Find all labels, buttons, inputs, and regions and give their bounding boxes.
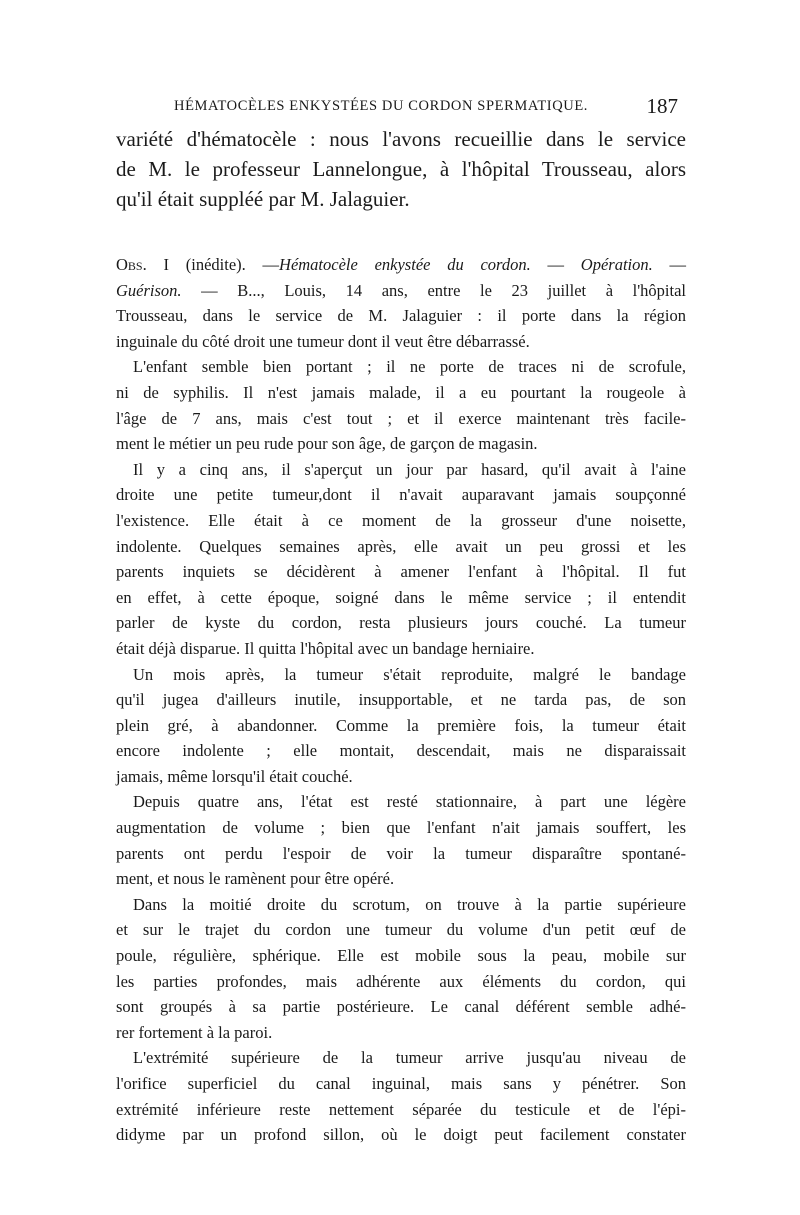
observation-title: Hématocèle enkystée du cordon.	[279, 255, 531, 274]
text-line: était déjà disparue. Il quitta l'hôpital avec un bandage herniaire.	[116, 638, 535, 658]
text-line: Trousseau, dans le service de M. Jalaguier : il porte dans la région	[116, 306, 686, 326]
paragraph	[116, 1045, 686, 1147]
text-line: variété d'hématocèle : nous l'avons recueillie dans le service	[116, 127, 686, 151]
text-line: indolente. Quelques semaines après, elle avait un peu grossi et les	[116, 536, 686, 556]
text-line: parents ont perdu l'espoir de voir la tumeur disparaître spontané-	[116, 843, 686, 863]
text-line: Un mois après, la tumeur s'était reproduite, malgré le bandage	[133, 664, 686, 684]
text-line: L'extrémité supérieure de la tumeur arrive jusqu'au niveau de	[133, 1048, 686, 1068]
observation-outcome: Guérison.	[116, 280, 182, 300]
observation-operation: Opération.	[580, 255, 653, 274]
paragraph	[116, 892, 686, 1046]
paragraph	[116, 662, 686, 790]
observation-heading-line	[116, 252, 686, 278]
text-line: qu'il jugea d'ailleurs inutile, insupportable, et ne tarda pas, de son	[116, 690, 686, 710]
observation-heading-paragraph	[116, 252, 686, 354]
text-line: les parties profondes, mais adhérente aux éléments du cordon, qui	[116, 971, 686, 991]
intro-paragraph	[116, 124, 686, 214]
text-line: l'orifice superficiel du canal inguinal, mais sans y pénétrer. Son	[116, 1074, 686, 1093]
text-line: augmentation de volume ; bien que l'enfant n'ait jamais souffert, les	[116, 818, 686, 838]
running-title: HÉMATOCÈLES ENKYSTÉES DU CORDON SPERMATIQUE.	[174, 98, 589, 114]
text-line: jamais, même lorsqu'il était couché.	[116, 766, 353, 786]
text-line: rer fortement à la paroi.	[116, 1022, 273, 1042]
text-line: poule, régulière, sphérique. Elle est mobile sous la peau, mobile sur	[116, 946, 686, 966]
text-line: parler de kyste du cordon, resta plusieurs jours couché. La tumeur	[116, 613, 686, 633]
text-line: Il y a cinq ans, il s'aperçut un jour par hasard, qu'il avait à l'aine	[133, 459, 686, 479]
text-line: qu'il était suppléé par M. Jalaguier.	[116, 187, 410, 211]
book-page	[116, 96, 686, 1148]
separator: —	[652, 255, 687, 274]
text-line: et sur le trajet du cordon une tumeur du volume d'un petit œuf de	[116, 920, 686, 940]
text-line: ni de syphilis. Il n'est jamais malade, il a eu pourtant la rougeole à	[116, 382, 686, 402]
text-line: encore indolente ; elle montait, descendait, mais ne disparaissait	[116, 741, 686, 761]
observation-note: (inédite). —	[168, 255, 280, 274]
text-line: plein gré, à abandonner. Comme la première fois, la tumeur était	[116, 715, 686, 735]
text-line: ment le métier un peu rude pour son âge, de garçon de magasin.	[116, 434, 538, 454]
text-line: extrémité inférieure reste nettement séparée du testicule et de l'épi-	[116, 1099, 686, 1119]
text-line: inguinale du côté droit une tumeur dont il veut être débarrassé.	[116, 331, 530, 351]
observation-block	[116, 252, 686, 1148]
text-line: Depuis quatre ans, l'état est resté stationnaire, à part une légère	[133, 792, 686, 812]
observation-line-rest: — B..., Louis, 14 ans, entre le 23 juillet à l'hôpital	[181, 280, 686, 300]
text-line: en effet, à cette époque, soigné dans le même service ; il entendit	[116, 587, 686, 607]
separator: —	[530, 255, 581, 274]
text-line: sont groupés à sa partie postérieure. Le canal déférent semble adhé-	[116, 997, 686, 1017]
text-line: droite une petite tumeur,dont il n'avait auparavant jamais soupçonné	[116, 485, 686, 505]
paragraph	[116, 354, 686, 456]
text-line: l'âge de 7 ans, mais c'est tout ; et il exerce maintenant très facile-	[116, 408, 686, 428]
paragraph	[116, 789, 686, 891]
text-line: didyme par un profond sillon, où le doigt peut facilement constater	[116, 1125, 686, 1145]
text-line: l'existence. Elle était à ce moment de la grosseur d'une noisette,	[116, 510, 686, 530]
page-number: 187	[646, 94, 678, 118]
text-line: Dans la moitié droite du scrotum, on trouve à la partie supérieure	[133, 894, 686, 914]
running-header	[116, 96, 686, 120]
paragraph	[116, 457, 686, 662]
text-line: L'enfant semble bien portant ; il ne porte de traces ni de scrofule,	[133, 357, 686, 377]
observation-label: Obs. I	[116, 255, 169, 274]
text-line: de M. le professeur Lannelongue, à l'hôpital Trousseau, alors	[116, 157, 686, 181]
text-line: parents inquiets se décidèrent à amener l'enfant à l'hôpital. Il fut	[116, 562, 686, 582]
observation-line	[116, 278, 686, 304]
text-line: ment, et nous le ramènent pour être opéré.	[116, 869, 395, 889]
